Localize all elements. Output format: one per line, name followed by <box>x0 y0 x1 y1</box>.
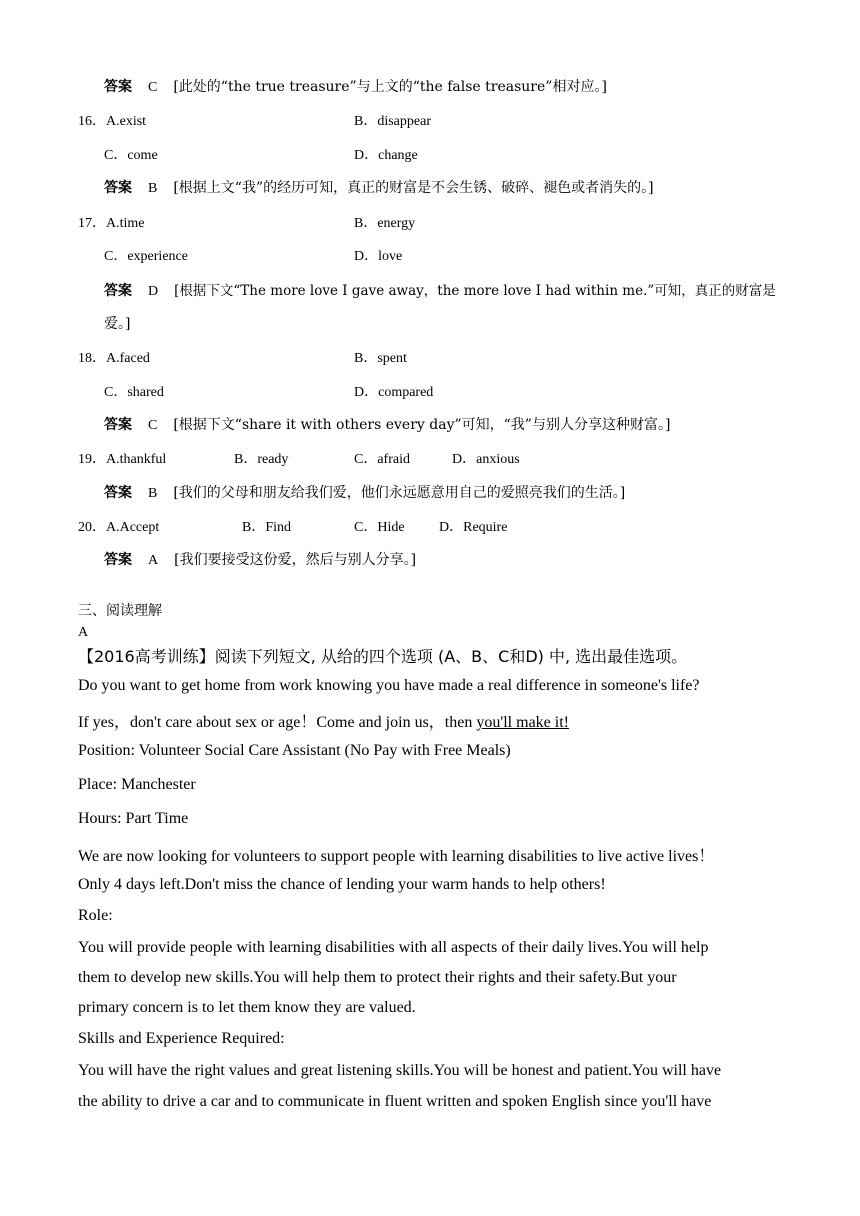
passage-hours: Hours: Part Time <box>78 810 189 827</box>
passage-paragraph-3: We are now looking for volunteers to support people with learning disabilities to live active lives！ <box>78 848 715 865</box>
answer-line-20 <box>104 549 416 569</box>
passage-skills-heading: Skills and Experience Required: <box>78 1030 285 1047</box>
answer-label: 答案 <box>104 552 132 568</box>
answer-label: 答案 <box>104 180 132 196</box>
question-18-option-b: B．spent <box>354 351 407 366</box>
question-19-option-c: C．afraid <box>354 452 410 467</box>
section-heading: 三、阅读理解 <box>78 603 162 619</box>
question-20-option-c: C．Hide <box>354 520 405 535</box>
answer-letter: D <box>148 284 159 299</box>
passage-role-line-1: You will provide people with learning disabilities with all aspects of their daily lives.You will help <box>78 939 709 956</box>
answer-explanation: [我们要接受这份爱，然后与别人分享。] <box>174 552 417 568</box>
passage-skills-line-2: the ability to drive a car and to communicate in fluent written and spoken English since you'll have <box>78 1093 712 1110</box>
answer-letter: B <box>148 486 158 501</box>
answer-explanation: [根据下文“share it with others every day”可知，“我”与别人分享这种财富。] <box>173 417 671 433</box>
question-20-option-d: D．Require <box>439 520 508 535</box>
question-16-option-c: C．come <box>104 148 158 163</box>
question-20-option-a: 20．A.Accept <box>78 520 160 535</box>
answer-letter: A <box>148 553 159 568</box>
answer-label: 答案 <box>104 283 132 299</box>
answer-label: 答案 <box>104 417 132 433</box>
question-18-option-d: D．compared <box>354 385 434 400</box>
question-17-option-b: B．energy <box>354 216 416 231</box>
question-19-option-a: 19．A.thankful <box>78 452 167 467</box>
passage-role-line-2: them to develop new skills.You will help them to protect their rights and their safety.But your <box>78 969 677 986</box>
passage-position: Position: Volunteer Social Care Assistant (No Pay with Free Meals) <box>78 742 511 759</box>
question-16-option-b: B．disappear <box>354 114 431 129</box>
answer-label: 答案 <box>104 485 132 501</box>
question-16-option-d: D．change <box>354 148 418 163</box>
question-19-option-b: B．ready <box>234 452 289 467</box>
passage-place: Place: Manchester <box>78 776 196 793</box>
passage-paragraph-4: Only 4 days left.Don't miss the chance of lending your warm hands to help others! <box>78 876 606 893</box>
passage-paragraph-1: Do you want to get home from work knowing you have made a real difference in someone's life? <box>78 677 700 694</box>
underlined-phrase: you'll make it! <box>476 714 569 731</box>
question-18-option-a: 18．A.faced <box>78 351 150 366</box>
passage-paragraph-2: If yes，don't care about sex or age！Come and join us，then you'll make it! <box>78 714 569 731</box>
question-17-option-c: C．experience <box>104 249 188 264</box>
section-part-label: A <box>78 625 89 640</box>
answer-letter: C <box>148 418 158 433</box>
answer-letter: B <box>148 181 158 196</box>
answer-explanation: [我们的父母和朋友给我们爱，他们永远愿意用自己的爱照亮我们的生活。] <box>173 485 626 501</box>
answer-explanation-continued: 爱。] <box>104 316 131 332</box>
answer-explanation: [根据上文“我”的经历可知，真正的财富是不会生锈、破碎、褪色或者消失的。] <box>173 180 654 196</box>
answer-line-17 <box>104 279 776 300</box>
question-18-option-c: C．shared <box>104 385 164 400</box>
question-17-option-a: 17．A.time <box>78 216 145 231</box>
answer-explanation: [根据下文“The more love I gave away，the more love I had within me.”可知，真正的财富是 <box>174 283 776 299</box>
answer-line-15 <box>104 76 607 96</box>
answer-label: 答案 <box>104 79 132 95</box>
answer-letter: C <box>148 80 158 95</box>
section-instruction: 【2016高考训练】阅读下列短文, 从给的四个选项 (A、B、C和D) 中, 选出最佳选项。 <box>78 647 688 666</box>
passage-role-heading: Role: <box>78 907 113 924</box>
answer-line-19 <box>104 482 625 502</box>
answer-line-16 <box>104 177 654 197</box>
answer-line-18 <box>104 414 670 434</box>
question-17-option-d: D．love <box>354 249 403 264</box>
question-16-option-a: 16．A.exist <box>78 114 147 129</box>
passage-skills-line-1: You will have the right values and great listening skills.You will be honest and patient.You will have <box>78 1062 722 1079</box>
question-20-option-b: B．Find <box>242 520 292 535</box>
answer-explanation: [此处的“the true treasure”与上文的“the false treasure”相对应。] <box>173 79 607 95</box>
question-19-option-d: D．anxious <box>452 452 520 467</box>
passage-role-line-3: primary concern is to let them know they are valued. <box>78 999 416 1016</box>
